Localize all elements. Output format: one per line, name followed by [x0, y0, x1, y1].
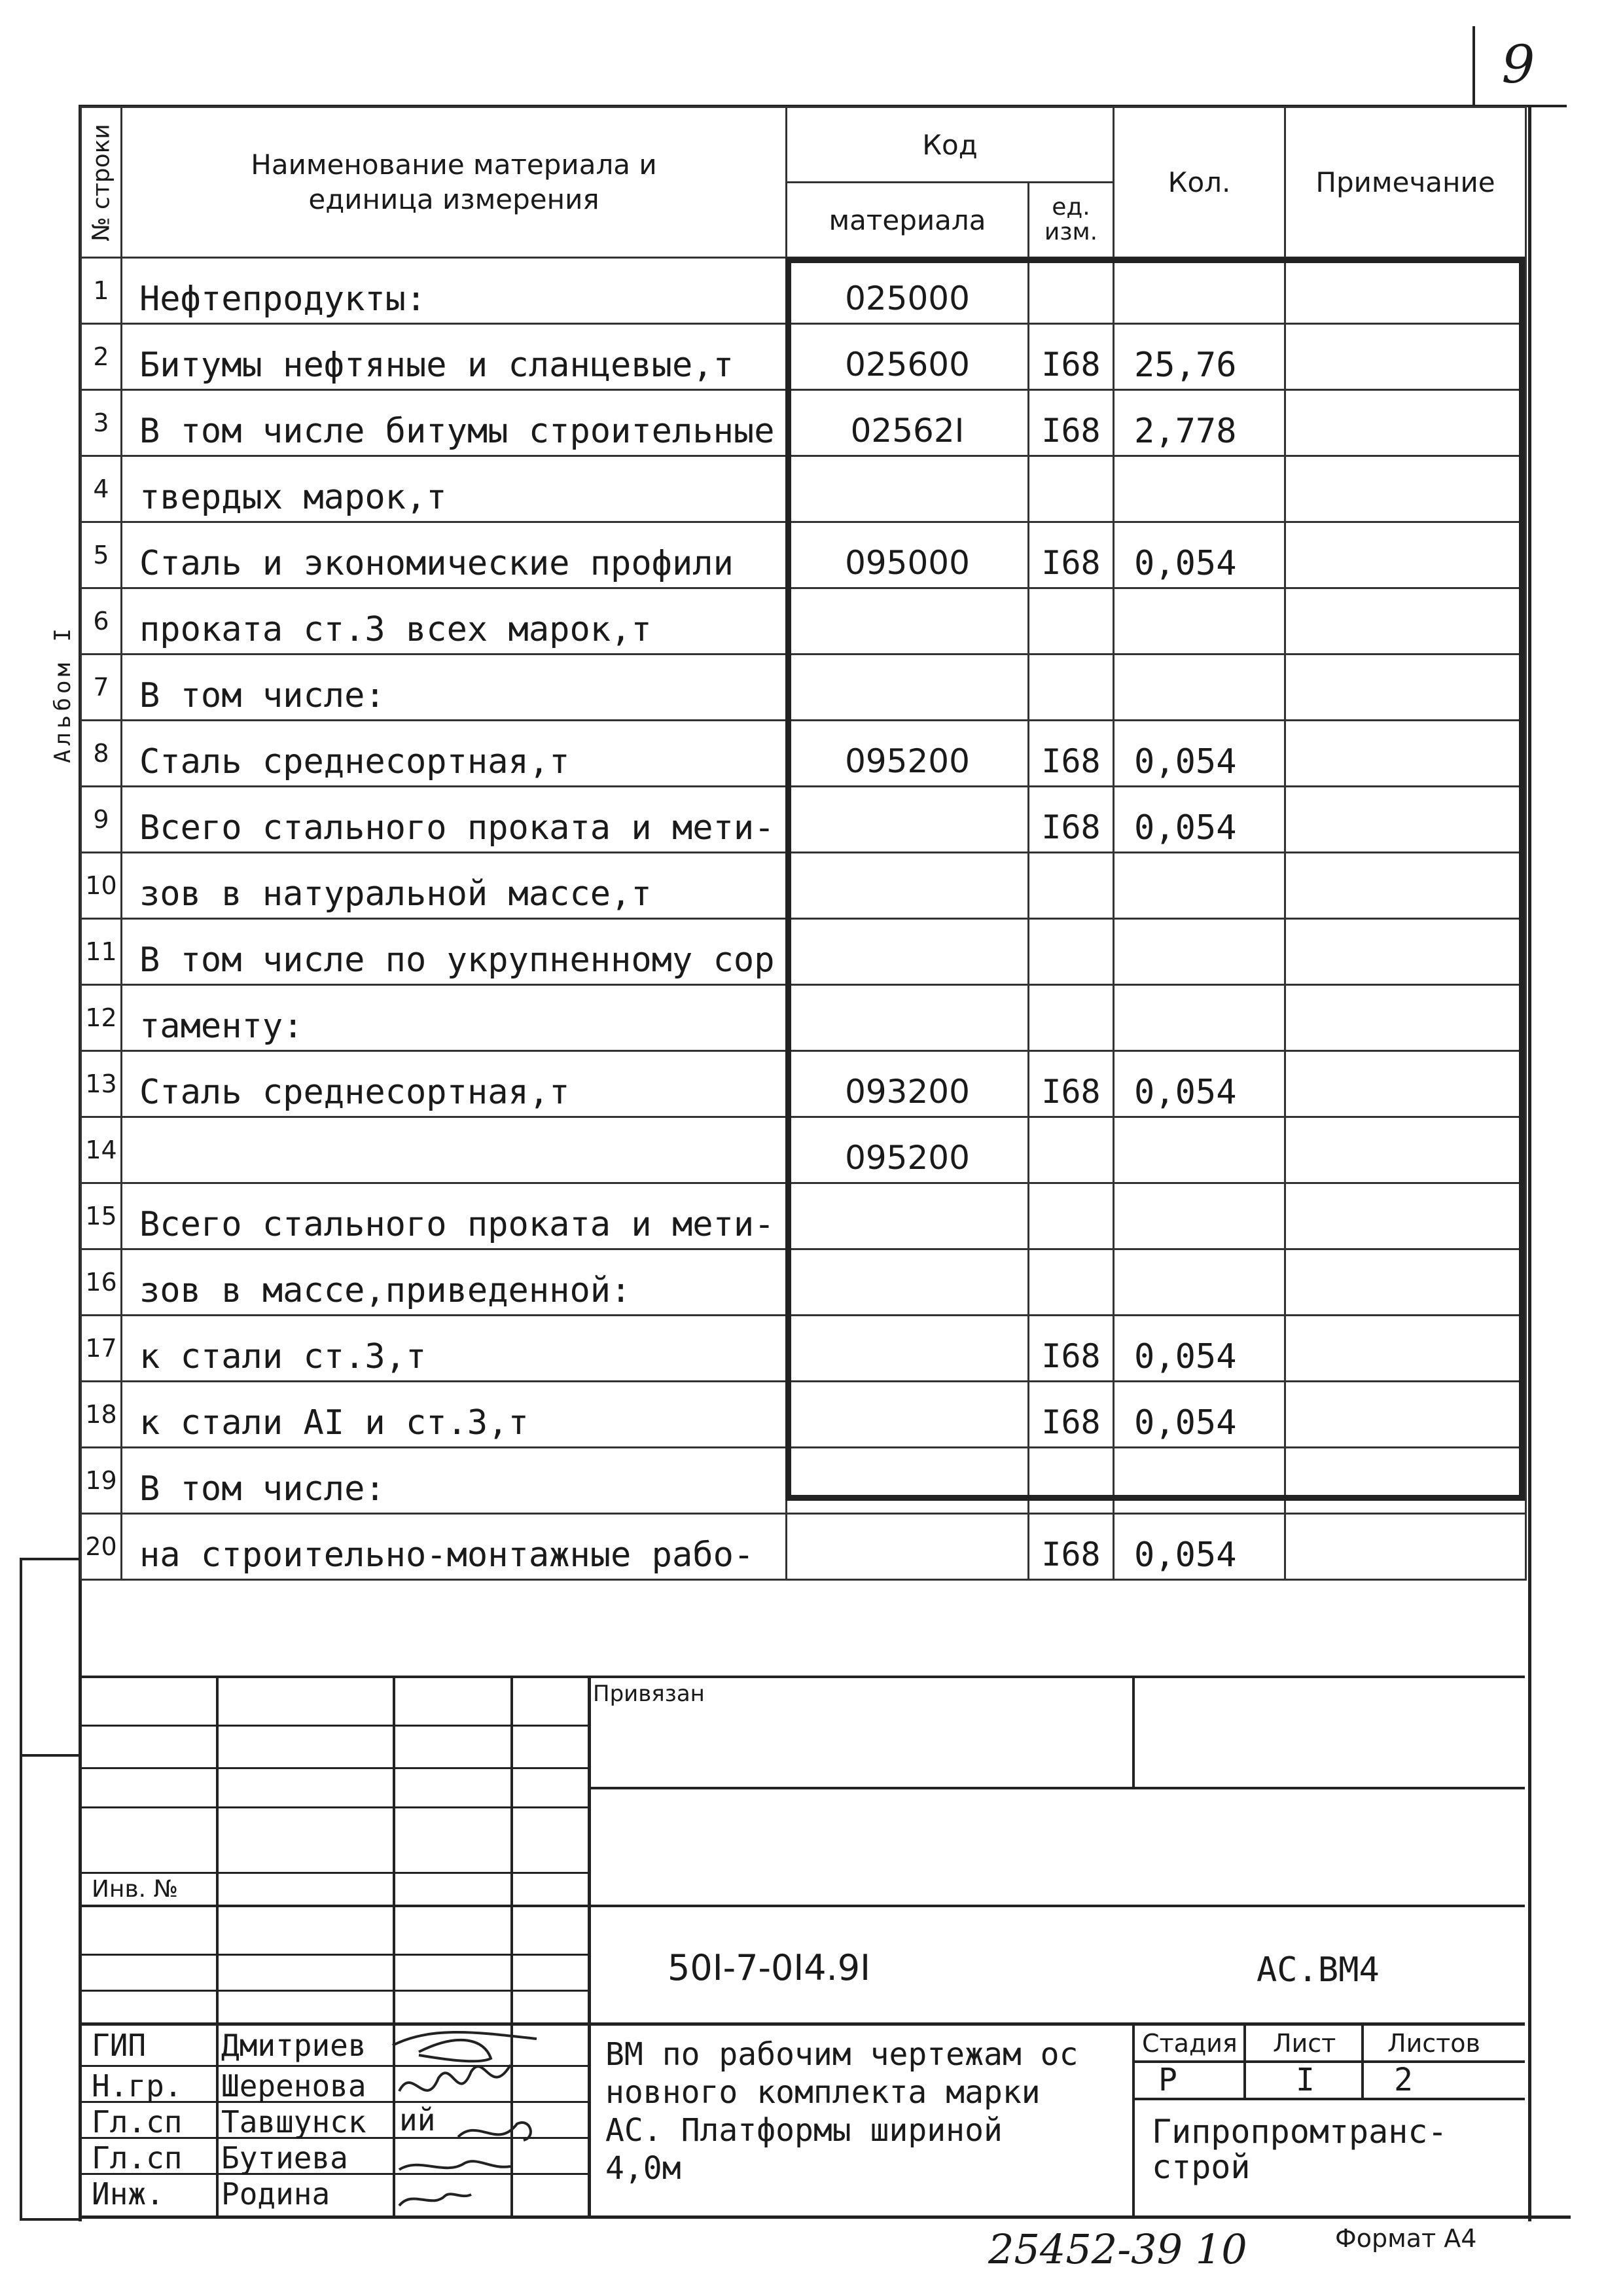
- unit-code: [1029, 1249, 1114, 1316]
- material-code: [787, 787, 1029, 853]
- material-name: В том числе битумы строительные: [122, 390, 787, 456]
- tb-line: [1132, 2022, 1135, 2215]
- table-row: [81, 456, 1526, 522]
- note: [1285, 1249, 1526, 1316]
- header-qty: Кол.: [1114, 107, 1285, 258]
- table-row: [81, 522, 1526, 588]
- row-number: 6: [81, 588, 122, 655]
- quantity: 0,054: [1114, 1316, 1285, 1382]
- material-code: 095200: [787, 721, 1029, 787]
- quantity: [1114, 1249, 1285, 1316]
- frame-bottom-line: [79, 2215, 1571, 2219]
- document-title: ВМ по рабочим чертежам ос новного комплекта марки АС. Платформы шириной 4,0м: [605, 2036, 1079, 2187]
- quantity: [1114, 1448, 1285, 1514]
- table-row: [81, 1316, 1526, 1382]
- sheet-value: I: [1296, 2062, 1315, 2098]
- table-row: [81, 853, 1526, 919]
- name-overflow-text: ий: [399, 2102, 436, 2138]
- row-number: 19: [81, 1448, 122, 1514]
- row-number: 1: [81, 258, 122, 324]
- material-code: [787, 1514, 1029, 1580]
- table-row: [81, 919, 1526, 985]
- table-row: [81, 390, 1526, 456]
- material-name: таменту:: [122, 985, 787, 1051]
- table-row: [81, 1514, 1526, 1580]
- format-label: Формат А4: [1335, 2224, 1477, 2253]
- unit-code: I68: [1029, 1051, 1114, 1117]
- quantity: [1114, 655, 1285, 721]
- stage-label: Стадия: [1142, 2029, 1238, 2058]
- tb-line: [588, 1676, 591, 2215]
- row-number: 2: [81, 324, 122, 390]
- unit-code: I68: [1029, 721, 1114, 787]
- material-code: [787, 655, 1029, 721]
- unit-code: [1029, 655, 1114, 721]
- table-row: [81, 1117, 1526, 1183]
- unit-code: [1029, 1117, 1114, 1183]
- quantity: 0,054: [1114, 1051, 1285, 1117]
- header-name: Наименование материала и единица измерения: [122, 107, 787, 258]
- material-name: Сталь среднесортная,т: [122, 721, 787, 787]
- unit-code: I68: [1029, 1316, 1114, 1382]
- row-number: 15: [81, 1183, 122, 1249]
- material-name: на строительно-монтажные рабо-: [122, 1514, 787, 1580]
- note: [1285, 1382, 1526, 1448]
- row-number: 12: [81, 985, 122, 1051]
- tb-line: [79, 1905, 1525, 1907]
- organization: Гипропромтранс- строй: [1152, 2113, 1448, 2186]
- material-code: [787, 853, 1029, 919]
- material-code: 025600: [787, 324, 1029, 390]
- quantity: [1114, 1183, 1285, 1249]
- table-row: [81, 1183, 1526, 1249]
- tb-line: [1132, 1676, 1135, 1787]
- material-name: Сталь и экономические профили: [122, 522, 787, 588]
- note: [1285, 324, 1526, 390]
- material-code: 095000: [787, 522, 1029, 588]
- quantity: 25,76: [1114, 324, 1285, 390]
- material-code: [787, 588, 1029, 655]
- handwritten-number: 25452-39 10: [988, 2225, 1247, 2273]
- material-name: зов в натуральной массе,т: [122, 853, 787, 919]
- quantity: [1114, 456, 1285, 522]
- note: [1285, 456, 1526, 522]
- material-name: В том числе:: [122, 655, 787, 721]
- material-code: [787, 985, 1029, 1051]
- side-strip-divider: [20, 1754, 79, 1757]
- sheet-label: Лист: [1273, 2029, 1336, 2058]
- quantity: 2,778: [1114, 390, 1285, 456]
- designation: 50I-7-0I4.9I: [668, 1947, 871, 1988]
- material-name: Битумы нефтяные и сланцевые,т: [122, 324, 787, 390]
- table-row: [81, 258, 1526, 324]
- row-number: 5: [81, 522, 122, 588]
- signatures-icon: [380, 2019, 556, 2215]
- note: [1285, 1448, 1526, 1514]
- side-strip-text: Альбом I: [49, 624, 76, 763]
- material-name: [122, 1117, 787, 1183]
- unit-code: [1029, 985, 1114, 1051]
- row-number: 20: [81, 1514, 122, 1580]
- table-row: [81, 1448, 1526, 1514]
- material-code: [787, 1316, 1029, 1382]
- quantity: [1114, 985, 1285, 1051]
- signatory-role: Инж.: [92, 2176, 164, 2212]
- material-name: В том числе:: [122, 1448, 787, 1514]
- unit-code: I68: [1029, 1514, 1114, 1580]
- table-row: [81, 985, 1526, 1051]
- unit-code: [1029, 1448, 1114, 1514]
- unit-code: [1029, 456, 1114, 522]
- signatory-role: Гл.сп: [92, 2140, 183, 2176]
- material-code: [787, 456, 1029, 522]
- material-code: [787, 919, 1029, 985]
- material-name: Всего стального проката и мети-: [122, 1183, 787, 1249]
- row-number: 17: [81, 1316, 122, 1382]
- unit-code: [1029, 919, 1114, 985]
- note: [1285, 522, 1526, 588]
- privyazan-label: Привязан: [593, 1681, 705, 1707]
- material-name: проката ст.3 всех марок,т: [122, 588, 787, 655]
- note: [1285, 588, 1526, 655]
- row-number: 9: [81, 787, 122, 853]
- note: [1285, 721, 1526, 787]
- table-row: [81, 655, 1526, 721]
- quantity: [1114, 853, 1285, 919]
- table-row: [81, 588, 1526, 655]
- note: [1285, 655, 1526, 721]
- spec-table-body: [81, 258, 1526, 1580]
- row-number: 11: [81, 919, 122, 985]
- material-code: 02562I: [787, 390, 1029, 456]
- material-name: Нефтепродукты:: [122, 258, 787, 324]
- stage-value: Р: [1158, 2062, 1177, 2098]
- material-name: зов в массе,приведенной:: [122, 1249, 787, 1316]
- note: [1285, 787, 1526, 853]
- note: [1285, 258, 1526, 324]
- signatory-name: Шеренова: [221, 2068, 366, 2104]
- quantity: 0,054: [1114, 1514, 1285, 1580]
- side-strip-box: [20, 1558, 81, 2221]
- signatory-name: Тавшунск: [221, 2104, 366, 2140]
- quantity: [1114, 919, 1285, 985]
- material-name: Всего стального проката и мети-: [122, 787, 787, 853]
- material-code: [787, 1249, 1029, 1316]
- row-number: 13: [81, 1051, 122, 1117]
- header-code-unit: ед. изм.: [1029, 183, 1114, 258]
- table-row: [81, 324, 1526, 390]
- note: [1285, 985, 1526, 1051]
- quantity: [1114, 258, 1285, 324]
- sheet-mark: АС.ВМ4: [1257, 1950, 1380, 1990]
- header-code: Код: [787, 107, 1114, 183]
- quantity: [1114, 1117, 1285, 1183]
- note: [1285, 1316, 1526, 1382]
- signatory-name: Дмитриев: [221, 2028, 366, 2063]
- note: [1285, 1183, 1526, 1249]
- tb-line: [589, 1787, 1525, 1789]
- row-number: 7: [81, 655, 122, 721]
- signatory-name: Родина: [221, 2176, 330, 2212]
- note: [1285, 1117, 1526, 1183]
- material-name: к стали AI и ст.3,т: [122, 1382, 787, 1448]
- tb-line: [1243, 2022, 1246, 2100]
- unit-code: I68: [1029, 522, 1114, 588]
- sheets-label: Листов: [1387, 2029, 1480, 2058]
- signatory-role: Н.гр.: [92, 2068, 183, 2104]
- tb-line: [79, 2022, 1525, 2026]
- material-code: 093200: [787, 1051, 1029, 1117]
- unit-code: [1029, 588, 1114, 655]
- unit-code: I68: [1029, 390, 1114, 456]
- row-number: 10: [81, 853, 122, 919]
- note: [1285, 390, 1526, 456]
- material-name: Сталь среднесортная,т: [122, 1051, 787, 1117]
- material-code: 095200: [787, 1117, 1029, 1183]
- tb-line: [79, 1676, 1525, 1678]
- unit-code: I68: [1029, 787, 1114, 853]
- row-number: 8: [81, 721, 122, 787]
- material-code: [787, 1382, 1029, 1448]
- tb-line: [216, 1676, 219, 2215]
- table-row: [81, 1051, 1526, 1117]
- header-code-material: материала: [787, 183, 1029, 258]
- note: [1285, 853, 1526, 919]
- quantity: 0,054: [1114, 721, 1285, 787]
- quantity: 0,054: [1114, 522, 1285, 588]
- material-code: [787, 1448, 1029, 1514]
- inv-no-label: Инв. №: [92, 1876, 179, 1903]
- unit-code: [1029, 258, 1114, 324]
- unit-code: [1029, 853, 1114, 919]
- table-row: [81, 787, 1526, 853]
- note: [1285, 919, 1526, 985]
- row-number: 16: [81, 1249, 122, 1316]
- signatory-role: ГИП: [92, 2028, 147, 2063]
- signatory-role: Гл.сп: [92, 2104, 183, 2140]
- table-row: [81, 721, 1526, 787]
- material-code: 025000: [787, 258, 1029, 324]
- table-row: [81, 1249, 1526, 1316]
- unit-code: [1029, 1183, 1114, 1249]
- tb-line: [1132, 2060, 1525, 2063]
- unit-code: I68: [1029, 1382, 1114, 1448]
- tb-line: [1132, 2098, 1525, 2100]
- material-name: В том числе по укрупненному сор: [122, 919, 787, 985]
- note: [1285, 1051, 1526, 1117]
- material-code: [787, 1183, 1029, 1249]
- row-number: 14: [81, 1117, 122, 1183]
- quantity: 0,054: [1114, 1382, 1285, 1448]
- material-name: к стали ст.3,т: [122, 1316, 787, 1382]
- unit-code: I68: [1029, 324, 1114, 390]
- tb-line: [1361, 2022, 1364, 2100]
- row-number: 4: [81, 456, 122, 522]
- quantity: 0,054: [1114, 787, 1285, 853]
- note: [1285, 1514, 1526, 1580]
- signatory-name: Бутиева: [221, 2140, 348, 2176]
- quantity: [1114, 588, 1285, 655]
- sheet-number: 9: [1501, 34, 1535, 95]
- row-number: 3: [81, 390, 122, 456]
- header-note: Примечание: [1285, 107, 1526, 258]
- material-name: твердых марок,т: [122, 456, 787, 522]
- row-number: 18: [81, 1382, 122, 1448]
- sheets-value: 2: [1394, 2062, 1413, 2098]
- spec-table: [80, 106, 1527, 1581]
- header-row-no: № строки: [81, 107, 122, 258]
- table-row: [81, 1382, 1526, 1448]
